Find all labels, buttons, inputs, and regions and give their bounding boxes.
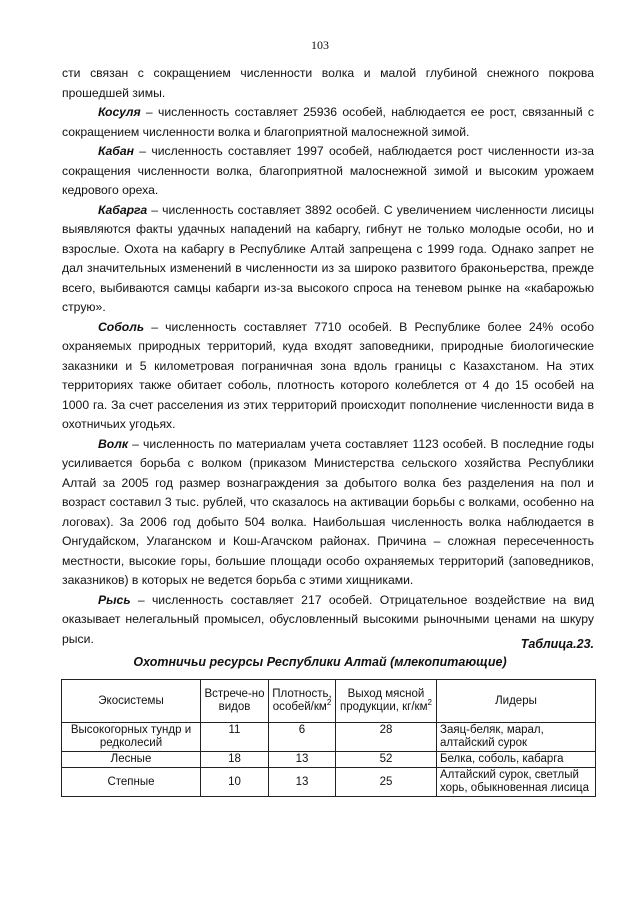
cell-meat: 52 <box>336 752 437 768</box>
header-meat: Выход мясной продукции, $кг/км^2$ <box>336 680 437 723</box>
table-row <box>62 768 596 797</box>
paragraph-sable: Соболь – численность составляет 7710 особей. В Республике более 24% особо охраняемых природных территорий, куда входят заповедники, природные биологические заказники и 5 километровая пограничная зона вдоль границы с Казахстаном. На этих территориях также обитает соболь, плотность которого колеблется от 4 до 15 особей на 1000 га. За счет расселения из этих территорий происходит пополнение численности вида в охотничьих угодьях. <box>62 319 594 431</box>
species-name: Косуля <box>98 105 141 119</box>
table-caption: Таблица.23. <box>520 637 594 651</box>
paragraph-boar: Кабан – численность составляет 1997 особей, наблюдается рост численности из-за сокращения численности волка, благоприятной малоснежной зимой и высоким урожаем кедрового ореха. <box>62 144 594 197</box>
cell-species: 10 <box>201 768 269 797</box>
cell-density: 6 <box>269 723 336 752</box>
paragraph-wolf: Волк – численность по материалам учета составляет 1123 особей. В последние годы усиливается борьба с волком (приказом Министерства сельского хозяйства Республики Алтай за 2005 год размер вознаграждения за добытого волка без разделения на пол и возраст составил 3 тыс. рублей, что сказалось на активации борьбы с волками, особенно на логовах). За 2006 год добыто 504 волка. Наибольшая численность волка наблюдается в Онгудайском, Улаганском и Кош-Агачском районах. Причина – сложная пересеченность местности, высокие горы, большие площади особо охраняемых территорий (заповедников, заказников) в которых не ведется борьба с этими хищниками. <box>62 436 594 587</box>
table-header-row <box>62 680 596 723</box>
page-number: 103 <box>311 38 329 52</box>
table-title: Охотничьи ресурсы Республики Алтай (млекопитающие) <box>133 655 507 669</box>
header-leaders: Лидеры <box>437 680 596 723</box>
cell-species: 18 <box>201 752 269 768</box>
cell-meat: 25 <box>336 768 437 797</box>
species-name: Рысь <box>98 592 131 607</box>
cell-ecosystem: Лесные <box>62 752 201 768</box>
cell-density: 13 <box>269 768 336 797</box>
cell-leaders: Алтайский сурок, светлый хорь, обыкновенная лисица <box>437 768 596 797</box>
cell-density: 13 <box>269 752 336 768</box>
paragraph-musk-deer: Кабарга – численность составляет 3892 особей. С увеличением численности лисицы выявляются факты удачных нападений на кабаргу, гибнут не только молодые особи, но и взрослые. Охота на кабаргу в Республике Алтай запрещена с 1999 года. Однако запрет не дал значительных изменений в численности из за широко развитого браконьерства, прежде всего, выбиваются самцы кабарги из-за высокого спроса на теневом рынке на «кабарожью струю». <box>62 202 594 314</box>
cell-ecosystem: Высокогорных тундр и редколесий <box>62 723 201 752</box>
cell-leaders: Белка, соболь, кабарга <box>437 752 596 768</box>
paragraph-continuation: сти связан с сокращением численности волка и малой глубиной снежного покрова прошедшей зимы. <box>62 66 594 100</box>
cell-ecosystem: Степные <box>62 768 201 797</box>
species-name: Кабарга <box>98 202 148 217</box>
cell-meat: 28 <box>336 723 437 752</box>
cell-leaders: Заяц-беляк, марал, алтайский сурок <box>437 723 596 752</box>
species-name: Волк <box>98 436 129 451</box>
cell-species: 11 <box>201 723 269 752</box>
paragraph-lynx: Рысь – численность составляет 217 особей. Отрицательное воздействие на вид оказывает нелегальный промысел, обусловленный высокими рыночными ценами на шкуру рыси. <box>62 592 594 646</box>
hunting-resources-table <box>61 679 596 797</box>
species-name: Соболь <box>98 319 145 334</box>
header-density: Плотность, особей/$км^2$ <box>269 680 336 723</box>
header-ecosystems: Экосистемы <box>62 680 201 723</box>
header-species: Встрече-но видов <box>201 680 269 723</box>
table-row <box>62 723 596 752</box>
body-text <box>62 64 594 649</box>
paragraph-roe-deer: Косуля – численность составляет 25936 особей, наблюдается ее рост, связанный с сокращением численности волка и благоприятной малоснежной зимой. <box>62 105 594 139</box>
table-row <box>62 752 596 768</box>
species-name: Кабан <box>98 144 134 158</box>
